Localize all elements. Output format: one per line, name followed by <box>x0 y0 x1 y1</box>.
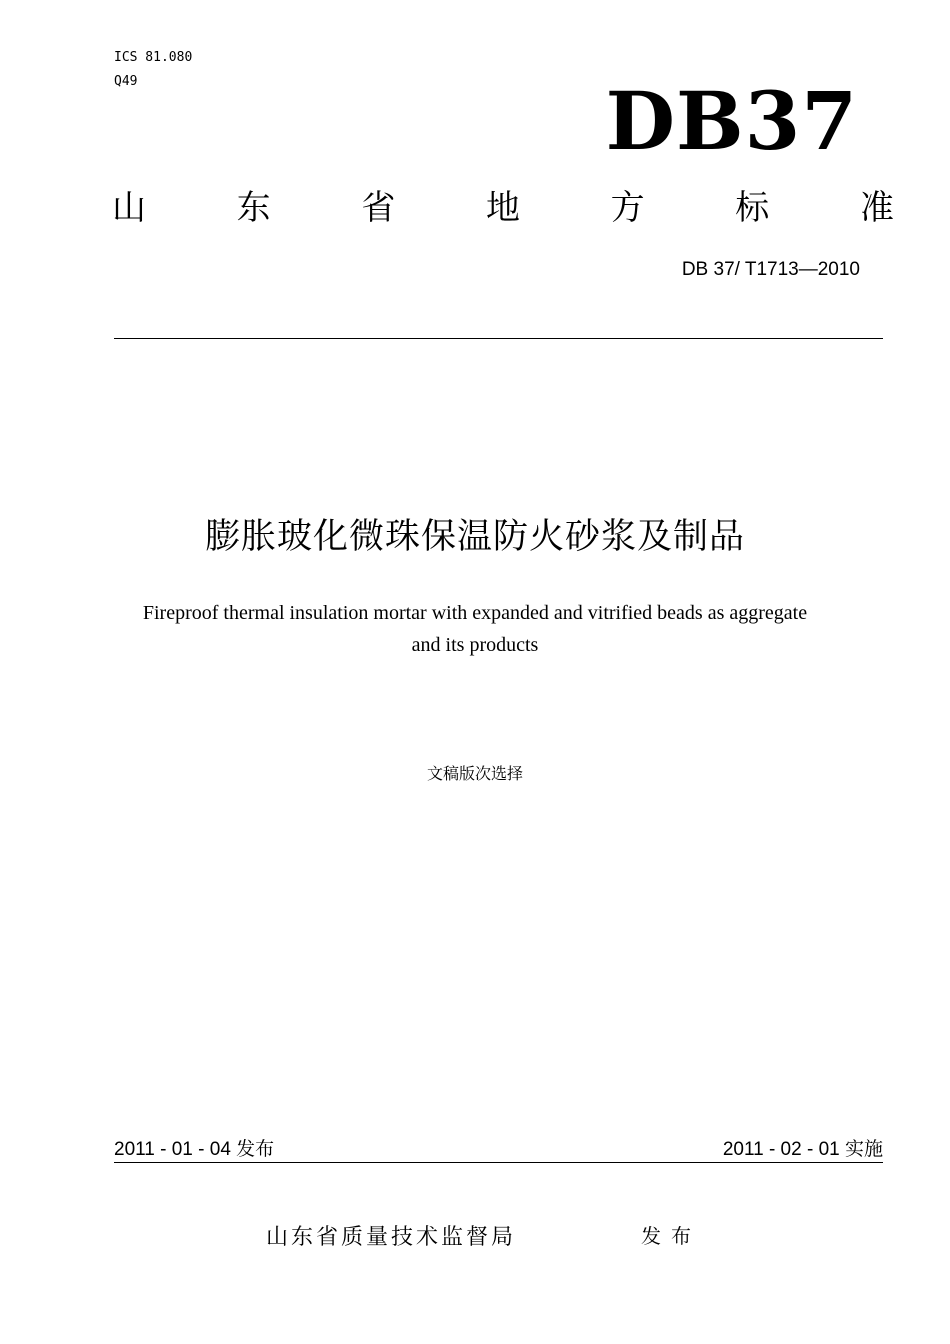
issue-date: 2011 - 01 - 04 发布 <box>114 1139 275 1160</box>
standard-type-char: 省 <box>361 188 396 228</box>
standard-number: DB 37/ T1713—2010 <box>681 259 860 280</box>
issue-word: 发布 <box>641 1224 701 1248</box>
issuer-name: 山东省质量技术监督局 <box>266 1225 517 1250</box>
bottom-divider <box>114 1162 883 1163</box>
standard-type-char: 方 <box>610 188 645 228</box>
ics-code: ICS 81.080 <box>114 50 193 65</box>
title-chinese: 膨胀玻化微珠保温防火砂浆及制品 <box>204 517 745 557</box>
draft-version: 文稿版次选择 <box>426 764 523 783</box>
classification-code: Q49 <box>114 74 138 89</box>
standard-type-char: 东 <box>236 188 271 228</box>
standard-type <box>112 186 894 230</box>
standard-type-char: 准 <box>859 188 894 228</box>
top-divider <box>114 338 883 339</box>
effective-date: 2011 - 02 - 01 实施 <box>722 1139 883 1160</box>
title-english-line: and its products <box>411 634 539 656</box>
standard-type-char: 标 <box>735 188 770 228</box>
title-english <box>95 597 855 661</box>
standard-type-char: 地 <box>485 188 520 228</box>
title-english-line: Fireproof thermal insulation mortar with expanded and vitrified beads as aggregate <box>142 602 808 624</box>
standard-type-char: 山 <box>112 188 146 228</box>
db37-logo: DB37 <box>605 74 858 168</box>
